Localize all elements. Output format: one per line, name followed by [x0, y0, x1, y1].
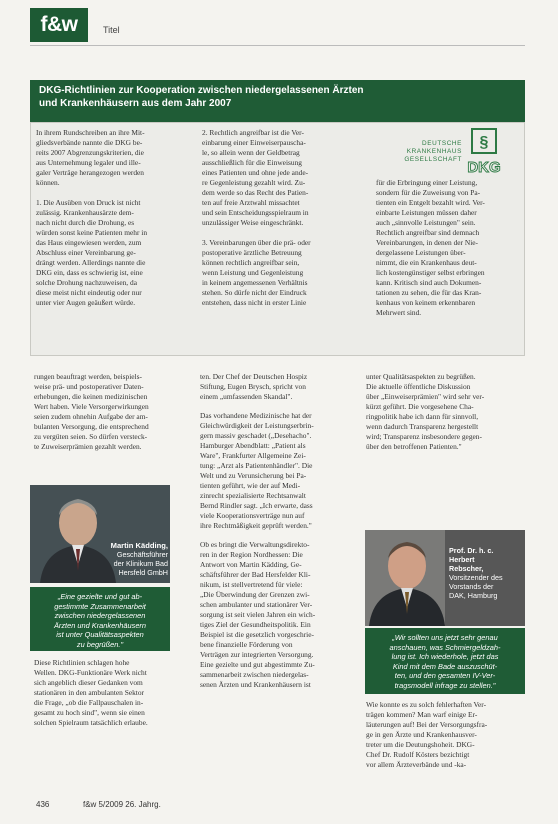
body-line: Das vorhandene Medizinische hat der [200, 411, 312, 420]
body-line: nikum, ist stellvertretend für viele: [200, 580, 303, 589]
body-line: kürzt geführt. Die vorgesehene Cha- [366, 402, 474, 411]
quote-line: ten, und den gesamten IV-Ver- [394, 671, 496, 681]
body-line: seien zudem ohnehin Aufgabe der am- [34, 412, 148, 421]
body-line: Ware", Frankfurter Allgemeine Zei- [200, 451, 306, 460]
body-line: Antwort von Martin Kädding, Ge- [200, 560, 302, 569]
body-column-1-bottom [34, 658, 184, 728]
body-line: einem „umfassenden Skandal". [200, 392, 293, 401]
body-line: ringpolitik habe ich dann für sinnvoll, [366, 412, 479, 421]
rubric-label: Titel [103, 25, 120, 35]
box-line: dem werde so das Recht des Patien- [202, 188, 309, 197]
dkg-logo-line: GESELLSCHAFT [404, 156, 462, 163]
body-line: Diese Richtlinien schlagen hohe [34, 658, 130, 667]
body-line: vor allem Ärzteverbände und -ka- [366, 760, 467, 769]
body-line: Beispiel ist die gesetzlich vorgeschrie- [200, 630, 314, 639]
quote-kaedding [30, 587, 170, 651]
body-line: über „Einweiserprämien" wird sehr ver- [366, 392, 485, 401]
box-line: 3. Vereinbarungen über die prä- oder [202, 238, 311, 247]
quote-line: „Wir sollten uns jetzt sehr genau [392, 633, 498, 642]
box-line: re Gegenleistung gezahlt wird. Zu- [202, 178, 306, 187]
box-line: diese meist nicht eindeutig oder nur [36, 288, 142, 297]
box-line: können. [36, 178, 60, 187]
body-line: zu vergüten seien. So dürfen versteck- [34, 432, 148, 441]
body-line: tung: „Arzt als Patientenhändler". Die [200, 461, 313, 470]
dkg-logo-text [396, 140, 462, 164]
box-line: DKG ein, dass es schwierig ist, eine [36, 268, 143, 277]
dkg-logo-line: KRANKENHAUS [406, 148, 462, 155]
title-line-1: DKG-Richtlinien zur Kooperation zwischen niedergelassenen Ärzten [39, 85, 364, 96]
box-line: in keinem angemessenen Verhältnis [202, 278, 308, 287]
box-line: ausschließlich für die Einweisung [202, 158, 302, 167]
box-line: und sein Entscheidungsspielraum in [202, 208, 309, 217]
body-line: unter Qualitätsaspekten zu begrüßen. [366, 372, 476, 381]
body-line: erhebungen, die keinen medizinischen [34, 392, 148, 401]
portrait-kaedding [30, 485, 170, 583]
body-line: Wert haben. Viele Versorgerwirkungen [34, 402, 149, 411]
body-line: bulanten Versorgung, die entsprechend [34, 422, 149, 431]
box-line: drängt werden. Allerdings nannte die [36, 258, 146, 267]
caption-role: Vorsitzender des [449, 573, 503, 582]
caption-name: Martin Kädding, [110, 541, 168, 550]
body-line: Stiftung, Eugen Brysch, spricht von [200, 382, 306, 391]
body-column-2 [200, 372, 352, 690]
box-line: 1. Die Ausüben von Druck ist nicht [36, 198, 141, 207]
quote-line: lung ist. Ich wiederhole, jetzt das [391, 652, 499, 662]
quote-line: anschauen, was Schmiergeldzah- [389, 642, 501, 652]
body-line: läuterungen auf! Bei der Versorgungsfra- [366, 720, 488, 729]
body-line: Wellen. DKG-Funktionäre Werk nicht [34, 668, 147, 677]
box-line: zulässig. Krankenhausärzte dem- [36, 208, 134, 217]
body-spacer [200, 531, 352, 540]
box-line: Mehrwert sind. [376, 308, 422, 317]
body-line: Welt und zu Verunsicherung bei Pa- [200, 471, 307, 480]
caption-role: Vorstands der [449, 582, 494, 591]
body-line: Hamburger Abendblatt: „Patient als [200, 441, 306, 450]
box-line: In ihrem Rundschreiben an ihre Mit- [36, 128, 145, 137]
body-line: ge in gen Ärzte und Krankenhausver- [366, 730, 477, 739]
quote-line: tragsmodell infrage zu stellen." [394, 680, 496, 690]
body-line: wenn dadurch Transparenz hergestellt [366, 422, 479, 431]
box-line: eines Patienten und ohne jede ande- [202, 168, 309, 177]
body-line: Eine gezielte und gut abgestimmte Zu- [200, 660, 315, 669]
box-line: unter vier Augen geäußert würde. [36, 298, 136, 307]
caption-role: Hersfeld GmbH [118, 568, 168, 577]
body-line: gesamt zu hoch sind", wenn sie einen [34, 708, 145, 717]
journal-issue: f&w 5/2009 26. Jahrg. [83, 800, 161, 809]
portrait-rebscher-caption [449, 546, 523, 600]
body-line: wird; Transparenz insbesondere gegen- [366, 432, 482, 441]
caption-name: Herbert [449, 555, 475, 564]
box-line: wenn Leistung und Gegenleistung [202, 268, 304, 277]
body-line: trägen kommen? Man warf einige Er- [366, 710, 478, 719]
box-line: das Haus eingewiesen werden, zum [36, 238, 142, 247]
portrait-rebscher [365, 530, 525, 626]
quote-rebscher [365, 628, 525, 694]
body-line: Verträgen zur integrierten Versorgung. [200, 650, 314, 659]
svg-text:§: § [479, 134, 489, 151]
article-title-bar [30, 80, 525, 122]
box-line: Abschluss einer Vereinbarung ge- [36, 248, 136, 257]
box-line: kenhaus von keinem erkennbaren [376, 298, 476, 307]
box-column-2 [202, 128, 352, 308]
body-line: viele Kooperationsverträge nun auf [200, 511, 305, 520]
quote-line: Kind mit dem Bade auszuschüt- [392, 661, 498, 671]
box-line: einbarung einer Einweiserpauscha- [202, 138, 306, 147]
body-line: rungen beauftragt werden, beispiels- [34, 372, 142, 381]
body-line: sich angeblich dieser Gedanken vom [34, 678, 143, 687]
box-line: Vereinbarungen, in denen der Nie- [376, 238, 478, 247]
page-number: 436 [36, 800, 50, 809]
body-line: weise prä- und postoperativer Daten- [34, 382, 144, 391]
box-line: gliedsverbände nannte die DKG be- [36, 138, 143, 147]
box-line: nimmt, die ein Krankenhaus deut- [376, 258, 477, 267]
header-rule [30, 45, 525, 46]
body-line: Die aktuelle öffentliche Diskussion [366, 382, 471, 391]
body-line: ten. Der Chef der Deutschen Hospiz [200, 372, 308, 381]
box-line: für die Erbringung einer Leistung, [376, 178, 478, 187]
journal-logo: f&w [30, 8, 88, 42]
dkg-logo-line: DEUTSCHE [422, 140, 462, 147]
box-column-3 [376, 178, 519, 318]
quote-line: „Eine gezielte und gut ab- [57, 592, 143, 601]
body-line: senen Ärzten und Krankenhäusern ist [200, 680, 311, 689]
box-line: entstehen, dass nicht in erster Linie [202, 298, 307, 307]
body-line: Chef Dr. Rudolf Kösters bezichtigt [366, 750, 470, 759]
box-line: lich kostengünstiger selbst erbringen [376, 268, 485, 277]
box-line: solche Drohung nachzuweisen, da [36, 278, 137, 287]
box-line: sondern für die Zuweisung von Pa- [376, 188, 481, 197]
box-line: tienten ein Entgelt bezahlt wird. Ver- [376, 198, 485, 207]
body-line: Bernd Rindler sagt. „Ich erwarte, dass [200, 501, 313, 510]
caption-role: DAK, Hamburg [449, 591, 498, 600]
body-line: sammenarbeit zwischen niedergelas- [200, 670, 309, 679]
title-line-2: und Krankenhäusern aus dem Jahr 2007 [39, 98, 232, 109]
quote-line: Ärzten und Krankenhäusern [53, 620, 147, 630]
box-line: galer Verträge herangezogen werden [36, 168, 144, 177]
body-line: ihre Rechtmäßigkeit geprüft werden." [200, 521, 312, 530]
body-spacer [200, 402, 352, 411]
box-line: 2. Rechtlich angreifbar ist die Ver- [202, 128, 304, 137]
box-line: aus Unternehmung legaler und ille- [36, 158, 141, 167]
body-line: schen ambulanter und stationärer Ver- [200, 600, 313, 609]
box-line: le, so allein wenn der Geldbetrag [202, 148, 300, 157]
box-line: nach nicht durch die Drohung, es [36, 218, 135, 227]
quote-line: ist unter Qualitätsaspekten [56, 630, 144, 640]
body-line: die Frage, „ob die Fallpauschalen in- [34, 698, 144, 707]
box-line: würden sonst keine Patienten mehr in [36, 228, 148, 237]
body-line: ren in der Region Nordhessen: Die [200, 550, 303, 559]
caption-role: Geschäftsführer [116, 550, 168, 559]
box-line: auch „sinnvolle Leistungen" sein. [376, 218, 476, 227]
quote-line: gestimmte Zusammenarbeit [54, 601, 146, 611]
portrait-kaedding-caption [110, 541, 168, 577]
body-line: Gleichwürdigkeit der Leistungserbrin- [200, 421, 314, 430]
body-line: treter um die Deutungshoheit. DKG- [366, 740, 475, 749]
box-line: Rechtlich angreifbar sind demnach [376, 228, 480, 237]
box-line: reits 2007 Abgrenzungskriterien, die [36, 148, 144, 157]
body-line: stationären in den ambulanten Sektor [34, 688, 145, 697]
box-spacer [36, 188, 186, 198]
box-line: kann. Kritisch sind auch Dokumen- [376, 278, 482, 287]
body-column-3-bottom [366, 700, 522, 770]
svg-text:DKG: DKG [467, 159, 501, 176]
caption-role: der Klinikum Bad [113, 559, 168, 568]
body-line: schäftsführer der Bad Hersfelder Kli- [200, 570, 311, 579]
body-line: bene finanzielle Förderung von [200, 640, 293, 649]
body-line: Ob es bringt die Verwaltungsdirekto- [200, 540, 310, 549]
body-line: sorgung ist seit vielen Jahren ein wich- [200, 610, 316, 619]
box-line: dergelassene Leistungen über- [376, 248, 466, 257]
body-line: über den betroffenen Patienten." [366, 442, 462, 451]
body-column-3-top [366, 372, 522, 452]
box-line: postoperative ärztliche Betreuung [202, 248, 302, 257]
box-line: ten auf freie Arztwahl missachtet [202, 198, 300, 207]
box-line: unzulässiger Weise eingeschränkt. [202, 218, 304, 227]
box-line: tationen zu sehen, die für das Kran- [376, 288, 482, 297]
box-line: stehen. So dürfe nicht der Eindruck [202, 288, 307, 297]
body-column-1-top [34, 372, 184, 452]
quote-line: zu begrüßen." [76, 639, 124, 649]
box-spacer [202, 228, 352, 238]
body-line: gern massiv geschadet („Desehacho". [200, 431, 312, 440]
box-line: können rechtlich angreifbar sein, [202, 258, 300, 267]
body-line: te Zuweiserprämien gezahlt werden. [34, 442, 142, 451]
body-line: Wie konnte es zu solch fehlerhaften Ver- [366, 700, 487, 709]
body-line: solchen Spielraum tatsächlich erlaube. [34, 718, 148, 727]
body-line: „Die Überwindung der Grenzen zwi- [200, 590, 310, 599]
dkg-logo-icon [464, 128, 504, 176]
caption-name: Rebscher, [449, 564, 484, 573]
body-line: zinrecht spezialisierte Rechtsanwalt [200, 491, 306, 500]
body-line: tienten geführt, wie der auf Medi- [200, 481, 301, 490]
box-line: einbarte Leistungen müssen daher [376, 208, 477, 217]
box-column-1 [36, 128, 186, 308]
body-line: tiges Ziel der Gesundheitspolitik. Ein [200, 620, 311, 629]
quote-line: zwischen niedergelassenen [54, 611, 146, 621]
caption-name: Prof. Dr. h. c. [449, 546, 494, 555]
